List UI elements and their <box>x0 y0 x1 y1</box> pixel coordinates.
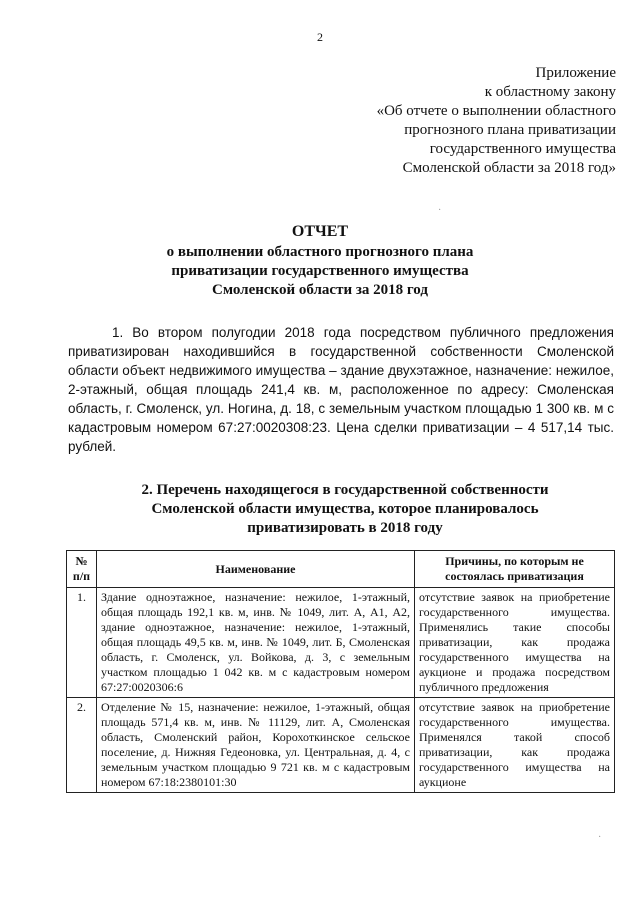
table-row <box>67 698 615 793</box>
header-number-line: п/п <box>72 569 91 583</box>
row-number: 1. <box>67 588 97 698</box>
report-title-line: Смоленской области за 2018 год <box>212 282 428 298</box>
appendix-line: к областному закону <box>484 84 616 100</box>
appendix-line: «Об отчете о выполнении областного <box>376 103 616 119</box>
row-name: Здание одноэтажное, назначение: нежилое, 1-этажный, общая площадь 192,1 кв. м, инв. № 1049, лит. А, А1, А2, здание одноэтажное, назначение: нежилое, 1-этажный, общая площадь 49,5 кв. м, инв. № 1049, лит. Б, Смоленская область, г. Смоленск, ул. Войкова, д. 3, с земельным участком площадью 1 042 кв. м с кадастровым номером 67:27:0020306:6 <box>97 588 415 698</box>
section-1-paragraph: 1. Во втором полугодии 2018 года посредством публичного предложения приватизирован находившийся в государственной собственности Смоленской области объект недвижимого имущества – здание двухэтажное, назначение: нежилое, 2-этажный, общая площадь 241,4 кв. м, расположенное по адресу: Смоленская область, г. Смоленск, ул. Ногина, д. 18, с земельным участком площадью 1 300 кв. м с кадастровым номером 67:27:0020308:23. Цена сделки приватизации – 4 517,14 тыс. рублей. <box>68 325 614 454</box>
header-name: Наименование <box>97 551 415 588</box>
section-2-heading-line: Смоленской области имущества, которое планировалось <box>151 501 539 517</box>
section-2-heading-line: приватизировать в 2018 году <box>247 520 443 536</box>
header-number <box>67 551 97 588</box>
appendix-line: государственного имущества <box>429 141 616 157</box>
row-name: Отделение № 15, назначение: нежилое, 1-этажный, общая площадь 571,4 кв. м, инв. № 11129, лит. А, Смоленская область, Смоленский район, Корохоткинское сельское поселение, д. Нижняя Гедеоновка, ул. Центральная, д. 4, с земельным участком площадью 9 721 кв. м с кадастровым номером 67:18:2380101:30 <box>97 698 415 793</box>
section-2-heading <box>110 481 580 538</box>
header-reason: Причины, по которым не состоялась приватизация <box>415 551 615 588</box>
appendix-line: Приложение <box>535 65 616 81</box>
report-heading: ОТЧЕТ <box>291 223 349 240</box>
row-number: 2. <box>67 698 97 793</box>
appendix-line: прогнозного плана приватизации <box>404 122 616 138</box>
privatization-table <box>66 550 615 793</box>
report-title-line: приватизации государственного имущества <box>171 263 469 279</box>
report-title <box>0 222 640 300</box>
scan-artifact-mark: · <box>598 832 602 843</box>
table-header-row <box>67 551 615 588</box>
section-2-heading-line: 2. Перечень находящегося в государственной собственности <box>141 482 549 498</box>
scan-artifact-mark: · <box>438 205 442 216</box>
header-number-line: № <box>75 554 88 568</box>
appendix-line: Смоленской области за 2018 год» <box>402 160 616 176</box>
table-row <box>67 588 615 698</box>
report-title-line: о выполнении областного прогнозного плана <box>166 244 474 260</box>
row-reason: отсутствие заявок на приобретение государственного имущества. Применялся такой способ приватизации, как продажа государственного имущества на аукционе <box>415 698 615 793</box>
row-reason: отсутствие заявок на приобретение государственного имущества. Применялись такие способы приватизации, как продажа государственного имущества на аукционе и продажа посредством публичного предложения <box>415 588 615 698</box>
appendix-note <box>316 64 616 178</box>
page-number: 2 <box>317 30 323 44</box>
